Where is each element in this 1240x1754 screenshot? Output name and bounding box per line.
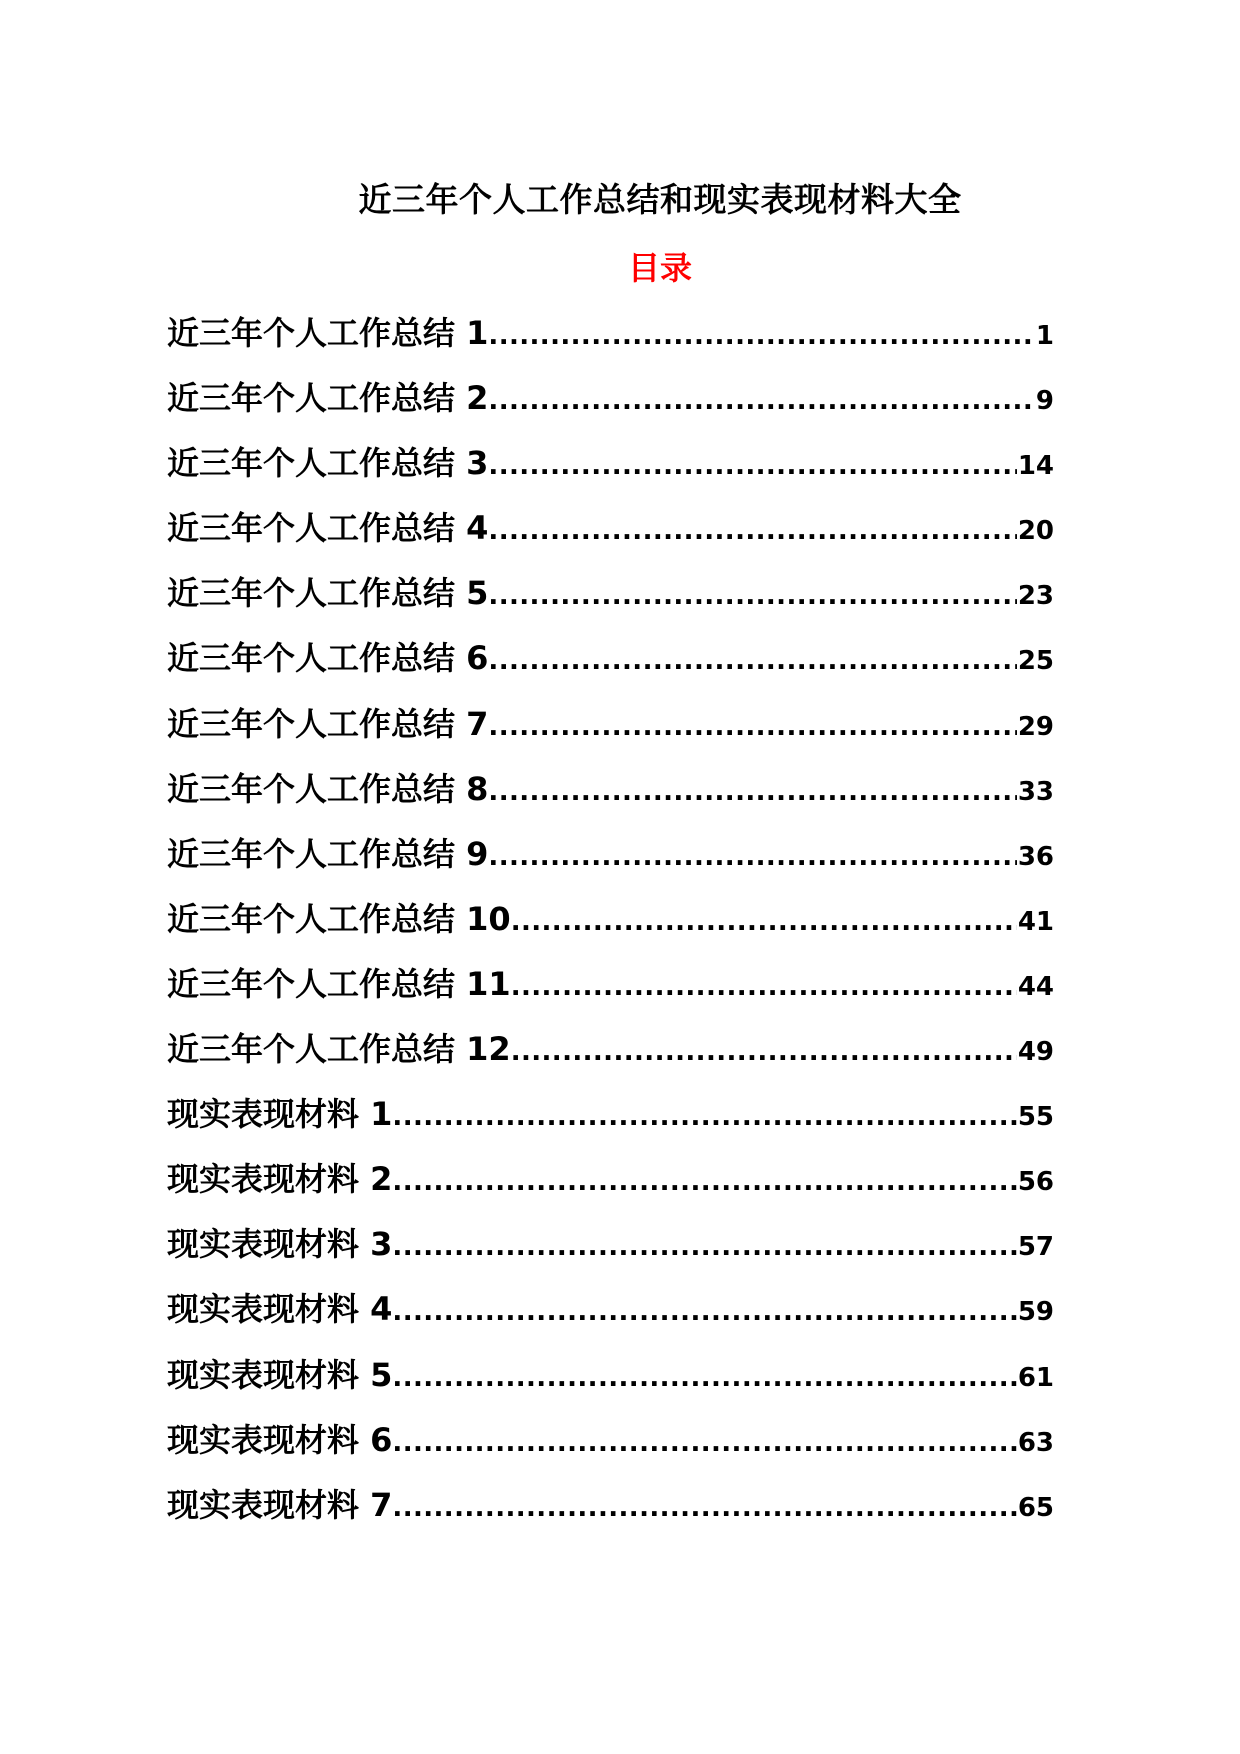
- toc-leader-dots: [511, 967, 1017, 1007]
- toc-entry-label[interactable]: 近三年个人工作总结 1: [167, 314, 489, 352]
- toc-entry-label[interactable]: 现实表现材料 3: [167, 1225, 393, 1264]
- toc-heading: 目录: [627, 249, 692, 287]
- toc-entry-page-number[interactable]: 57: [1017, 1232, 1054, 1263]
- toc-entry-label[interactable]: 近三年个人工作总结 4: [167, 509, 489, 548]
- toc-entry-label[interactable]: 近三年个人工作总结 12: [167, 1030, 511, 1069]
- toc-entry[interactable]: [167, 508, 1054, 573]
- toc-entry-page-number[interactable]: 65: [1017, 1492, 1054, 1523]
- toc-entry-page-number[interactable]: 63: [1017, 1427, 1054, 1458]
- toc-entry-page-number[interactable]: 55: [1017, 1102, 1054, 1133]
- toc-entry-label[interactable]: 现实表现材料 1: [167, 1095, 393, 1134]
- toc-entry-page-number[interactable]: 9: [1035, 386, 1054, 417]
- toc-entry-label[interactable]: 现实表现材料 2: [167, 1160, 393, 1199]
- toc-entry[interactable]: [167, 899, 1054, 964]
- toc-leader-dots: [392, 1488, 1016, 1528]
- toc-entry-page-number[interactable]: 1: [1035, 321, 1054, 351]
- toc-entry-page-number[interactable]: 44: [1017, 971, 1054, 1002]
- toc-entry-label[interactable]: 近三年个人工作总结 7: [167, 704, 489, 743]
- toc-leader-dots: [488, 316, 1034, 356]
- toc-entry[interactable]: [167, 834, 1054, 899]
- toc-entry-label[interactable]: 近三年个人工作总结 8: [167, 769, 489, 808]
- toc-entry-label[interactable]: 近三年个人工作总结 11: [167, 964, 511, 1003]
- toc-entry-page-number[interactable]: 25: [1017, 646, 1054, 677]
- toc-entry[interactable]: [167, 1159, 1054, 1224]
- toc-entry[interactable]: [167, 704, 1054, 769]
- toc-entry[interactable]: [167, 1224, 1054, 1289]
- toc-leader-dots: [488, 837, 1016, 877]
- toc-entry-label[interactable]: 现实表现材料 7: [167, 1485, 393, 1524]
- toc-entry-label[interactable]: 现实表现材料 4: [167, 1290, 393, 1329]
- toc-leader-dots: [488, 511, 1016, 551]
- toc-entry[interactable]: [167, 1289, 1054, 1354]
- toc-leader-dots: [488, 446, 1016, 486]
- toc-entry[interactable]: [167, 1029, 1054, 1094]
- toc-entry[interactable]: [167, 964, 1054, 1029]
- toc-leader-dots: [511, 902, 1017, 942]
- toc-leader-dots: [392, 1227, 1016, 1267]
- toc-entry-page-number[interactable]: 61: [1017, 1362, 1054, 1393]
- toc-leader-dots: [392, 1097, 1016, 1137]
- toc-entry[interactable]: [167, 638, 1054, 703]
- toc-entry-page-number[interactable]: 36: [1017, 841, 1054, 872]
- toc-leader-dots: [392, 1292, 1016, 1332]
- toc-entry-label[interactable]: 近三年个人工作总结 9: [167, 834, 489, 873]
- toc-entry-label[interactable]: 近三年个人工作总结 6: [167, 639, 489, 678]
- toc-entry-page-number[interactable]: 59: [1017, 1297, 1054, 1328]
- toc-entry-label[interactable]: 现实表现材料 5: [167, 1355, 393, 1394]
- table-of-contents: [167, 313, 1054, 1550]
- toc-leader-dots: [392, 1423, 1016, 1463]
- toc-leader-dots: [488, 772, 1016, 812]
- toc-entry-label[interactable]: 现实表现材料 6: [167, 1420, 393, 1459]
- toc-entry-label[interactable]: 近三年个人工作总结 5: [167, 574, 489, 613]
- toc-leader-dots: [488, 576, 1016, 616]
- toc-entry[interactable]: [167, 1485, 1054, 1550]
- toc-leader-dots: [488, 641, 1016, 681]
- toc-entry-page-number[interactable]: 23: [1017, 581, 1054, 612]
- toc-entry[interactable]: [167, 573, 1054, 638]
- toc-entry-page-number[interactable]: 41: [1017, 906, 1054, 937]
- toc-leader-dots: [392, 1358, 1016, 1398]
- toc-entry[interactable]: [167, 443, 1054, 508]
- toc-entry-page-number[interactable]: 20: [1017, 516, 1054, 547]
- toc-entry[interactable]: [167, 1420, 1054, 1485]
- toc-entry-page-number[interactable]: 49: [1017, 1037, 1054, 1068]
- toc-leader-dots: [488, 381, 1034, 421]
- toc-entry[interactable]: [167, 769, 1054, 834]
- toc-entry-page-number[interactable]: 29: [1017, 711, 1054, 742]
- toc-entry-page-number[interactable]: 56: [1017, 1167, 1054, 1198]
- toc-leader-dots: [392, 1162, 1016, 1202]
- toc-entry-label[interactable]: 近三年个人工作总结 2: [167, 379, 489, 418]
- toc-entry[interactable]: [167, 378, 1054, 443]
- toc-entry[interactable]: [167, 1094, 1054, 1159]
- toc-entry-page-number[interactable]: 14: [1017, 451, 1054, 482]
- document-title: 近三年个人工作总结和现实表现材料大全: [358, 180, 962, 219]
- toc-entry-label[interactable]: 近三年个人工作总结 10: [167, 899, 511, 938]
- toc-leader-dots: [488, 707, 1016, 747]
- toc-entry-label[interactable]: 近三年个人工作总结 3: [167, 444, 489, 483]
- toc-entry[interactable]: [167, 313, 1054, 378]
- toc-entry[interactable]: [167, 1355, 1054, 1420]
- toc-entry-page-number[interactable]: 33: [1017, 776, 1054, 807]
- toc-leader-dots: [511, 1032, 1017, 1072]
